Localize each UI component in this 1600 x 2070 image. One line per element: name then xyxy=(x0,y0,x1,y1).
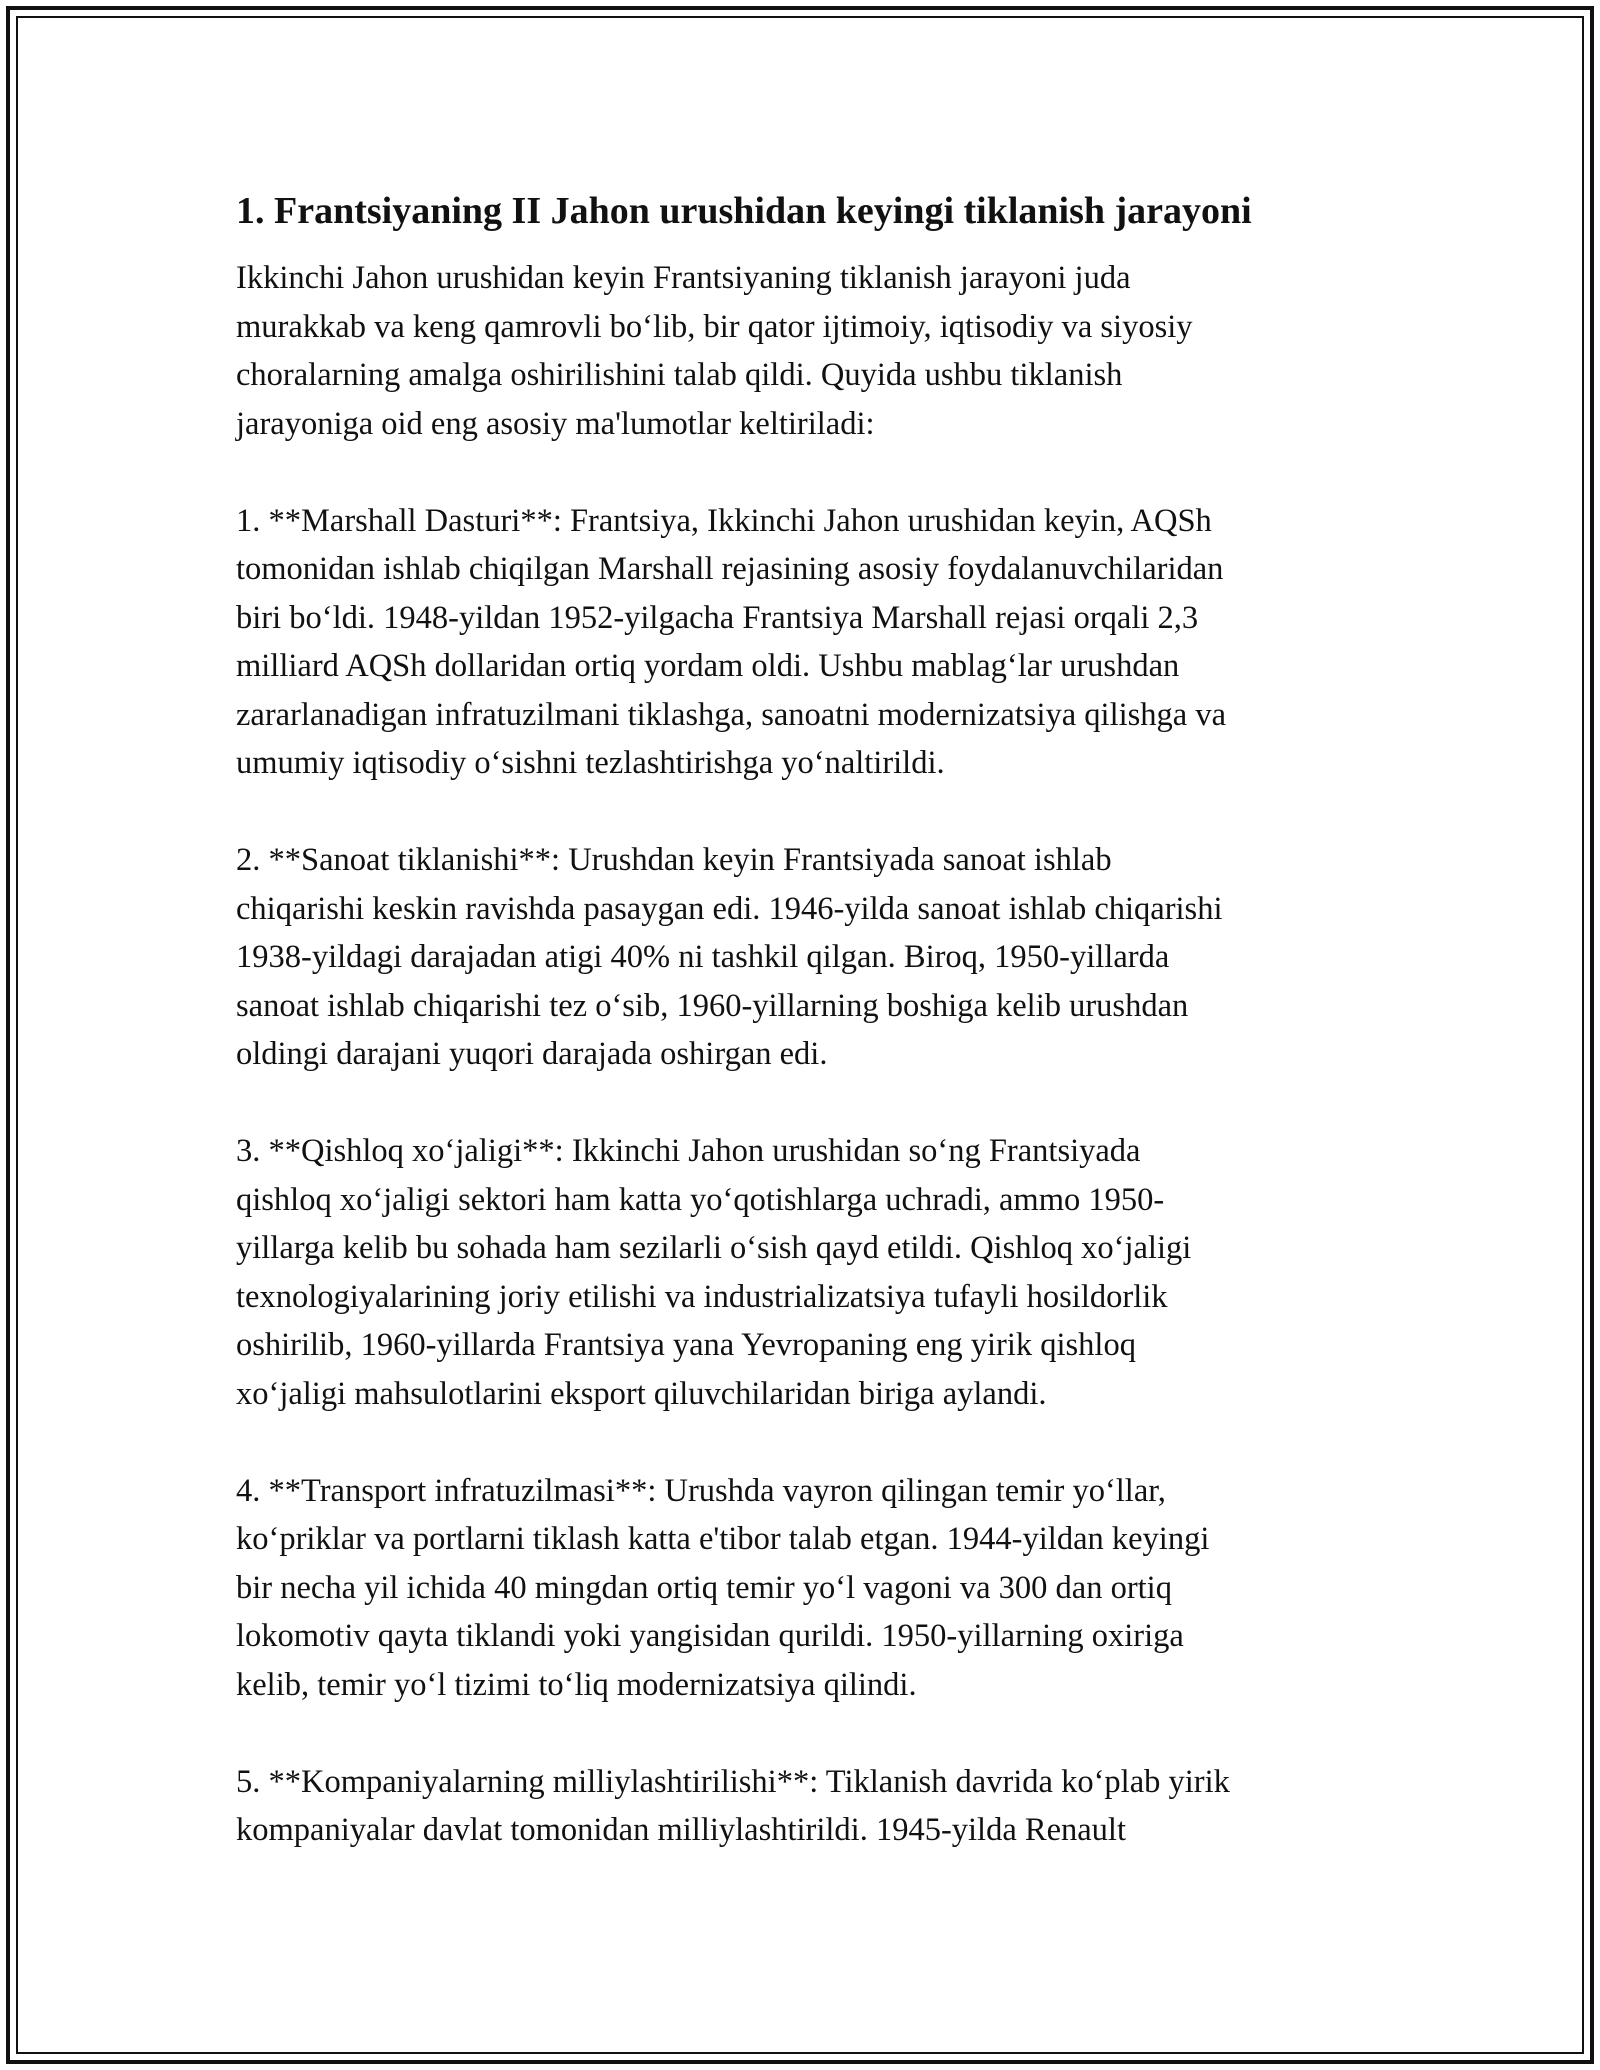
text-line: chiqarishi keskin ravishda pasaygan edi. 1946-yilda sanoat ishlab chiqarishi xyxy=(236,890,1223,927)
text-line: choralarning amalga oshirilishini talab qildi. Quyida ushbu tiklanish xyxy=(236,357,1123,393)
text-line: ko‘priklar va portlarni tiklash katta e'tibor talab etgan. 1944-yildan keyingi xyxy=(236,1521,1210,1557)
agriculture-paragraph xyxy=(236,1127,1366,1418)
industry-paragraph xyxy=(236,836,1366,1079)
text-line: oshirilib, 1960-yillarda Frantsiya yana Yevropaning eng yirik qishloq xyxy=(236,1327,1136,1363)
text-line: sanoat ishlab chiqarishi tez o‘sib, 1960-yillarning boshiga kelib urushdan xyxy=(236,987,1189,1024)
text-line: 2. **Sanoat tiklanishi**: Urushdan keyin Frantsiyada sanoat ishlab xyxy=(236,842,1112,878)
transport-paragraph xyxy=(236,1467,1366,1710)
text-line: oldingi darajani yuqori darajada oshirgan edi. xyxy=(236,1036,828,1072)
text-line: yillarga kelib bu sohada ham sezilarli o‘sish qayd etildi. Qishloq xo‘jaligi xyxy=(236,1230,1192,1266)
text-line: zararlanadigan infratuzilmani tiklashga, sanoatni modernizatsiya qilishga va xyxy=(236,696,1226,733)
text-line: xo‘jaligi mahsulotlarini eksport qiluvchilaridan biriga aylandi. xyxy=(236,1375,1047,1412)
text-line: jarayoniga oid eng asosiy ma'lumotlar keltiriladi: xyxy=(236,405,875,442)
text-line: kompaniyalar davlat tomonidan milliylashtirildi. 1945-yilda Renault xyxy=(236,1812,1126,1848)
document-title: 1. Frantsiyaning II Jahon urushidan keyingi tiklanish jarayoni xyxy=(236,190,1252,232)
document-body xyxy=(236,186,1366,1903)
text-line: milliard AQSh dollaridan ortiq yordam oldi. Ushbu mablag‘lar urushdan xyxy=(236,648,1180,684)
text-line: lokomotiv qayta tiklandi yoki yangisidan qurildi. 1950-yillarning oxiriga xyxy=(236,1618,1184,1654)
text-line: murakkab va keng qamrovli bo‘lib, bir qator ijtimoiy, iqtisodiy va siyosiy xyxy=(236,308,1193,345)
text-line: 1. **Marshall Dasturi**: Frantsiya, Ikkinchi Jahon urushidan keyin, AQSh xyxy=(236,502,1212,539)
nationalization-paragraph xyxy=(236,1758,1366,1855)
text-line: qishloq xo‘jaligi sektori ham katta yo‘qotishlarga uchradi, ammo 1950- xyxy=(236,1181,1165,1218)
text-line: 3. **Qishloq xo‘jaligi**: Ikkinchi Jahon urushidan so‘ng Frantsiyada xyxy=(236,1133,1141,1169)
text-line: texnologiyalarining joriy etilishi va industrializatsiya tufayli hosildorlik xyxy=(236,1278,1168,1315)
text-line: 4. **Transport infratuzilmasi**: Urushda vayron qilingan temir yo‘llar, xyxy=(236,1472,1166,1509)
text-line: bir necha yil ichida 40 mingdan ortiq temir yo‘l vagoni va 300 dan ortiq xyxy=(236,1569,1172,1606)
text-line: 5. **Kompaniyalarning milliylashtirilishi**: Tiklanish davrida ko‘plab yirik xyxy=(236,1763,1230,1800)
text-line: Ikkinchi Jahon urushidan keyin Frantsiyaning tiklanish jarayoni juda xyxy=(236,260,1131,296)
text-line: biri bo‘ldi. 1948-yildan 1952-yilgacha Frantsiya Marshall rejasi orqali 2,3 xyxy=(236,599,1199,636)
marshall-paragraph xyxy=(236,497,1366,788)
intro-paragraph xyxy=(236,254,1366,448)
text-line: kelib, temir yo‘l tizimi to‘liq modernizatsiya qilindi. xyxy=(236,1666,917,1703)
text-line: umumiy iqtisodiy o‘sishni tezlashtirishga yo‘naltirildi. xyxy=(236,745,945,781)
text-line: 1938-yildagi darajadan atigi 40% ni tashkil qilgan. Biroq, 1950-yillarda xyxy=(236,939,1170,975)
text-line: tomonidan ishlab chiqilgan Marshall rejasining asosiy foydalanuvchilaridan xyxy=(236,551,1224,587)
